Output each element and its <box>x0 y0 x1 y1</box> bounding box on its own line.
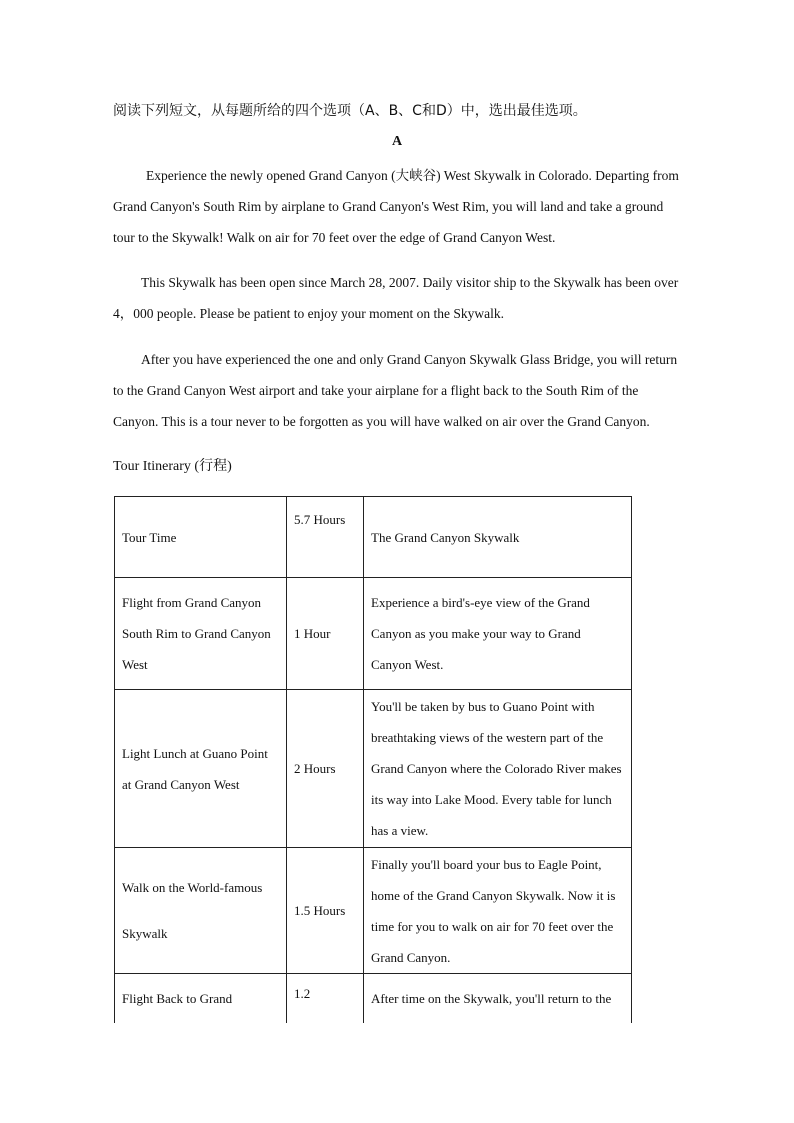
description-cell: Experience a bird's-eye view of the Grand Canyon as you make your way to Grand Canyon West. <box>364 578 632 690</box>
duration-cell: 2 Hours <box>287 690 364 848</box>
duration-cell: 5.7 Hours <box>287 497 364 578</box>
itinerary-table <box>114 496 632 1024</box>
table-row <box>115 690 632 848</box>
itinerary-title: Tour Itinerary (行程) <box>113 459 232 474</box>
table-row <box>115 497 632 578</box>
paragraph-1: Experience the newly opened Grand Canyon (大峡谷) West Skywalk in Colorado. Departing from Grand Canyon's South Rim by airplane to Grand Canyon's West Rim, you will land and take a ground tour to the Skywalk! Walk on air for 70 feet over the edge of Grand Canyon West. <box>113 168 679 245</box>
activity-cell: Tour Time <box>115 497 287 578</box>
description-cell: After time on the Skywalk, you'll return to the <box>364 974 632 1024</box>
duration-cell: 1 Hour <box>287 578 364 690</box>
paragraph-2: This Skywalk has been open since March 28, 2007. Daily visitor ship to the Skywalk has been over 4，000 people. Please be patient to enjoy your moment on the Skywalk. <box>113 275 679 321</box>
description-cell: You'll be taken by bus to Guano Point with breathtaking views of the western part of the Grand Canyon where the Colorado River makes its way into Lake Mood. Every table for lunch has a view. <box>364 690 632 848</box>
activity-cell: Flight from Grand Canyon South Rim to Grand Canyon West <box>115 578 287 690</box>
page-bottom-margin <box>0 1023 794 1123</box>
section-letter: A <box>391 134 403 149</box>
description-cell: Finally you'll board your bus to Eagle Point, home of the Grand Canyon Skywalk. Now it is time for you to walk on air for 70 feet over the Grand Canyon. <box>364 848 632 974</box>
table-row <box>115 974 632 1024</box>
activity-cell: Light Lunch at Guano Point at Grand Canyon West <box>115 690 287 848</box>
description-cell: The Grand Canyon Skywalk <box>364 497 632 578</box>
table-row <box>115 848 632 974</box>
activity-cell: Walk on the World-famous Skywalk <box>115 848 287 974</box>
duration-cell: 1.2 <box>287 974 364 1024</box>
table-row <box>115 578 632 690</box>
instructions: 阅读下列短文，从每题所给的四个选项（A、B、C和D）中，选出最佳选项。 <box>113 103 587 119</box>
activity-cell: Flight Back to Grand <box>115 974 287 1024</box>
duration-cell: 1.5 Hours <box>287 848 364 974</box>
paragraph-3: After you have experienced the one and only Grand Canyon Skywalk Glass Bridge, you will return to the Grand Canyon West airport and take your airplane for a flight back to the South Rim of the Canyon. This is a tour never to be forgotten as you will have walked on air over the Grand Canyon. <box>113 352 678 429</box>
